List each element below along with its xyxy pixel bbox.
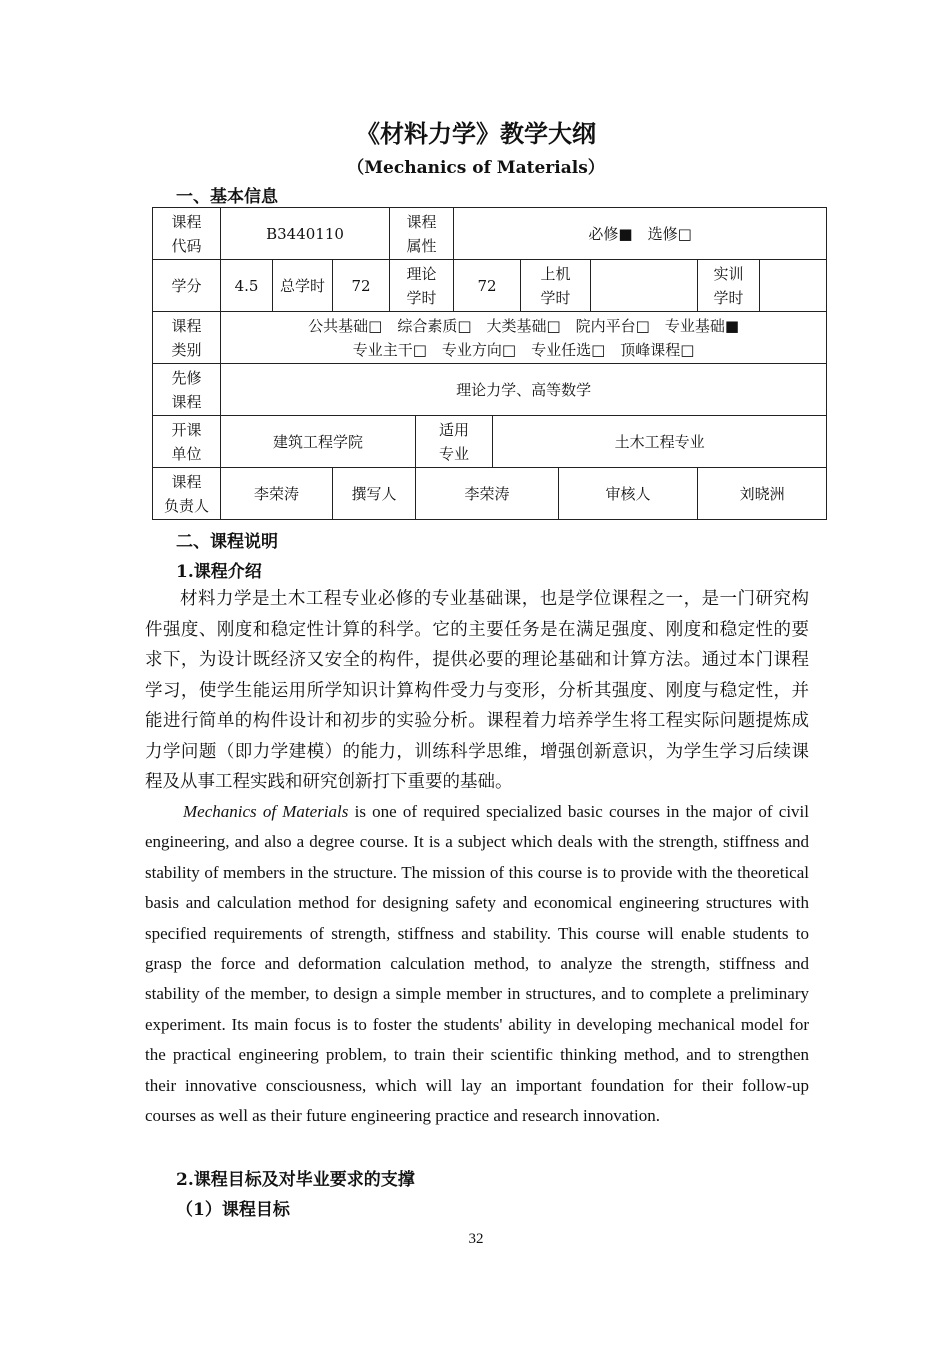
reviewer-label: 审核人	[559, 468, 698, 520]
course-intro-en	[145, 797, 809, 1131]
category-options	[221, 312, 827, 364]
document-title: 《材料力学》教学大纲	[356, 119, 596, 148]
course-objectives-heading: （1）课程目标	[176, 1200, 290, 1220]
page-number: 32	[468, 1231, 484, 1247]
credit-value: 4.5	[221, 260, 273, 312]
theory-hours-label: 理论 学时	[390, 260, 454, 312]
course-attr-value: 必修■ 选修□	[454, 208, 827, 260]
course-attr-label: 课程 属性	[390, 208, 454, 260]
course-intro-en-body: is one of required specialized basic courses in the major of civil engineering, and also a degree course. It is a subject which deals with the strength, stiffness and stability of members in the structure. The mission of this course is to provide with the theoretical basis and calculation method for designing safety and economical engineering structures with specified requirements of strength, stiffness and stability. This course will enable students to grasp the force and deformation calculation method, to analyze the strength, stiffness and stability of the member, to design a simple member in structures, and to complete a preliminary experiment. Its main focus is to foster the students' ability in developing mechanical model for the practical engineering problem, to train their scientific thinking method, and to strengthen their innovative consciousness, which will lay an important foundation for their follow-up courses as well as their future engineering practice and research innovation.	[145, 802, 809, 1126]
owner-value: 李荣涛	[221, 468, 333, 520]
unit-value: 建筑工程学院	[221, 416, 416, 468]
category-line-1: 公共基础□ 综合素质□ 大类基础□ 院内平台□ 专业基础■	[308, 316, 740, 335]
table-row	[153, 312, 827, 364]
section-course-desc-heading: 二、课程说明	[176, 532, 278, 552]
category-label: 课程 类别	[153, 312, 221, 364]
table-row	[153, 208, 827, 260]
computer-hours-label: 上机 学时	[521, 260, 591, 312]
major-value: 土木工程专业	[493, 416, 827, 468]
prereq-value: 理论力学、高等数学	[221, 364, 827, 416]
writer-value: 李荣涛	[416, 468, 559, 520]
total-hours-value: 72	[333, 260, 390, 312]
theory-hours-value: 72	[454, 260, 521, 312]
course-intro-heading: 1.课程介绍	[176, 562, 262, 582]
writer-label: 撰写人	[333, 468, 416, 520]
unit-label: 开课 单位	[153, 416, 221, 468]
course-code-value: B3440110	[221, 208, 390, 260]
major-label: 适用 专业	[416, 416, 493, 468]
course-intro-cn	[145, 584, 809, 798]
category-line-2: 专业主干□ 专业方向□ 专业任选□ 顶峰课程□	[352, 340, 695, 359]
course-intro-en-text	[145, 797, 809, 1131]
practice-hours-value	[760, 260, 827, 312]
course-name-italic: Mechanics of Materials	[183, 802, 349, 821]
course-objectives-support-heading: 2.课程目标及对毕业要求的支撑	[176, 1170, 415, 1190]
owner-label: 课程 负责人	[153, 468, 221, 520]
computer-hours-value	[591, 260, 698, 312]
credit-label: 学分	[153, 260, 221, 312]
total-hours-label: 总学时	[273, 260, 333, 312]
table-row	[153, 468, 827, 520]
table-row	[153, 364, 827, 416]
table-row	[153, 260, 827, 312]
document-subtitle: （Mechanics of Materials）	[347, 158, 605, 178]
course-code-label: 课程 代码	[153, 208, 221, 260]
reviewer-value: 刘晓洲	[698, 468, 827, 520]
practice-hours-label: 实训 学时	[698, 260, 760, 312]
table-row	[153, 416, 827, 468]
course-intro-cn-text: 材料力学是土木工程专业必修的专业基础课，也是学位课程之一，是一门研究构件强度、刚度和稳定性计算的科学。它的主要任务是在满足强度、刚度和稳定性的要求下，为设计既经济又安全的构件，提供必要的理论基础和计算方法。通过本门课程学习，使学生能运用所学知识计算构件受力与变形，分析其强度、刚度与稳定性，并能进行简单的构件设计和初步的实验分析。课程着力培养学生将工程实际问题提炼成力学问题（即力学建模）的能力，训练科学思维，增强创新意识，为学生学习后续课程及从事工程实践和研究创新打下重要的基础。	[145, 589, 809, 792]
basic-info-table	[152, 207, 827, 520]
section-basic-info-heading: 一、基本信息	[176, 187, 278, 207]
prereq-label: 先修 课程	[153, 364, 221, 416]
